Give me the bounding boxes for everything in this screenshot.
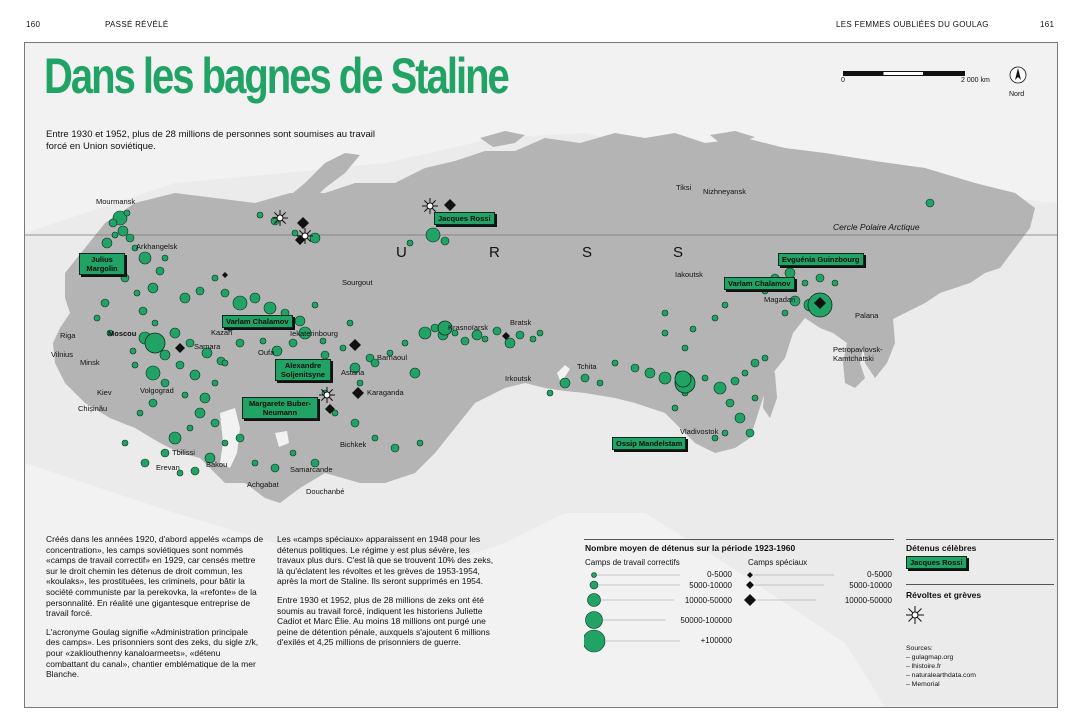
camp-marker	[662, 330, 668, 336]
country-letter-r: R	[489, 244, 500, 261]
camp-marker	[292, 230, 298, 236]
camp-marker	[516, 331, 524, 339]
city-riga: Riga	[60, 331, 76, 340]
city-sourgout: Sourgout	[342, 278, 373, 287]
camp-marker	[645, 368, 655, 378]
camp-marker	[731, 377, 739, 385]
camp-marker	[631, 364, 639, 372]
arctic-circle-label: Cercle Polaire Arctique	[833, 222, 920, 232]
legend-speciaux-1: 5000-10000	[849, 581, 892, 590]
legend-speciaux-2: 10000-50000	[844, 596, 892, 605]
camp-marker	[752, 395, 758, 401]
city-bakou: Bakou	[206, 460, 228, 469]
camp-marker	[782, 310, 788, 316]
city-moscou: Moscou	[108, 329, 137, 338]
camp-marker	[417, 440, 423, 446]
camp-marker	[351, 419, 359, 427]
legend-symbols	[584, 566, 904, 656]
camp-marker	[441, 237, 449, 245]
camp-marker	[816, 274, 824, 282]
legend-correctifs-1: 5000-10000	[689, 581, 732, 590]
sources-block	[906, 644, 976, 689]
camp-marker	[196, 287, 204, 295]
city-samara: Samara	[194, 342, 221, 351]
source-item-3: – naturalearthdata.com	[906, 672, 976, 679]
camp-marker	[200, 393, 210, 403]
camp-marker	[310, 233, 320, 243]
camp-marker	[612, 360, 618, 366]
camp-marker	[252, 460, 258, 466]
city-astana: Astana	[341, 368, 365, 377]
city-bratsk: Bratsk	[510, 318, 532, 327]
camp-marker	[581, 374, 589, 382]
camp-marker	[402, 340, 408, 346]
camp-marker	[722, 302, 728, 308]
legend-correctifs-label: Camps de travail correctifs	[585, 558, 680, 567]
scale-bar-graphic	[843, 71, 965, 76]
camp-marker	[257, 212, 263, 218]
city-chisinau: Chișinău	[78, 404, 108, 413]
camp-marker	[419, 327, 431, 339]
camp-marker	[751, 359, 759, 367]
famous-title: Détenus célèbres	[906, 543, 977, 553]
city-nizhneyansk: Nizhneyansk	[703, 187, 746, 196]
camp-marker	[722, 430, 728, 436]
section-title-left: PASSÉ RÉVÉLÉ	[105, 20, 169, 29]
camp-marker	[109, 219, 117, 227]
camp-marker	[180, 293, 190, 303]
camp-marker	[112, 232, 118, 238]
city-iakoutsk: Iakoutsk	[675, 270, 703, 279]
prisoner-label-varlam-chalamov-west: Varlam Chalamov	[222, 315, 293, 328]
city-kiev: Kiev	[97, 388, 112, 397]
body-column-2	[277, 534, 495, 656]
section-title-right: LES FEMMES OUBLIÉES DU GOULAG	[836, 20, 989, 29]
country-letter-u: U	[396, 244, 407, 261]
city-mourmansk: Mourmansk	[96, 197, 136, 206]
city-douchanbe: Douchanbé	[306, 487, 345, 496]
camp-marker	[94, 315, 100, 321]
camp-marker	[271, 464, 279, 472]
camp-marker	[141, 459, 149, 467]
scale-zero: 0	[841, 77, 845, 84]
camp-marker	[926, 199, 934, 207]
prisoner-label-varlam-chalamov-east: Varlam Chalamov	[724, 277, 795, 290]
north-arrow-icon	[1009, 65, 1027, 89]
camp-marker	[746, 429, 754, 437]
camp-marker	[236, 339, 244, 347]
city-iekaterinbourg: Iekaterinbourg	[290, 329, 338, 338]
camp-marker	[212, 275, 218, 281]
camp-marker	[762, 355, 768, 361]
city-palana: Palana	[855, 311, 879, 320]
camp-marker	[347, 320, 353, 326]
camp-marker	[712, 315, 718, 321]
camp-marker	[312, 302, 318, 308]
legend-speciaux-0: 0-5000	[867, 570, 892, 579]
source-item-2: – lhistoire.fr	[906, 663, 942, 670]
camp-marker	[221, 289, 229, 297]
city-tchita: Tchita	[577, 362, 597, 371]
intro-text: Entre 1930 et 1952, plus de 28 millions de personnes sont soumises au travail forcé en Union soviétique.	[46, 129, 376, 152]
camp-marker	[161, 449, 169, 457]
camp-marker	[211, 419, 219, 427]
prisoner-label-jacques-rossi: Jacques Rossi	[434, 212, 495, 225]
camp-marker	[832, 280, 838, 286]
camp-marker	[289, 339, 297, 347]
city-karaganda: Karaganda	[367, 388, 404, 397]
revolts-title: Révoltes et grèves	[906, 590, 982, 600]
famous-example-box: Jacques Rossi	[906, 556, 967, 569]
scale-max: 2 000 km	[961, 77, 990, 84]
camp-marker	[320, 338, 326, 344]
page-number-right: 161	[1040, 20, 1055, 29]
camp-marker	[236, 434, 244, 442]
camp-marker	[152, 320, 158, 326]
camp-marker	[407, 240, 413, 246]
city-magadan: Magadan	[764, 295, 796, 304]
camp-marker	[391, 444, 399, 452]
camp-marker	[597, 380, 603, 386]
city-kazan: Kazan	[211, 328, 233, 337]
camp-marker	[372, 435, 378, 441]
sources-title: Sources:	[906, 645, 933, 652]
page-number-left: 160	[26, 20, 41, 29]
camp-marker	[682, 345, 688, 351]
legend-correctifs-0: 0-5000	[707, 570, 732, 579]
camp-marker	[321, 351, 329, 359]
camp-marker	[290, 450, 296, 456]
body-col2-paragraph-1: Les «camps spéciaux» apparaissent en 1948 pour les détenus politiques. Le régime y est plus sévère, les travaux plus durs. C'est là que se trouvent 10% des zeks, là qu'éclatent les révoltes et les grèves de 1953-1954, après la mort de Staline. Ils seront supprimés en 1954.	[277, 534, 494, 587]
revolt-marker	[272, 210, 288, 226]
camp-marker	[802, 280, 808, 286]
city-oufa: Oufa	[258, 348, 275, 357]
legend-divider	[584, 539, 894, 540]
prisoner-label-alexandre-soljenitsyne: Alexandre Soljenitsyne	[275, 359, 331, 381]
city-tbilissi: Tbilissi	[172, 448, 195, 457]
camp-marker	[742, 370, 748, 376]
camp-marker	[139, 252, 151, 264]
camp-marker	[222, 360, 228, 366]
camp-marker	[121, 274, 129, 282]
legend-correctifs-2: 10000-50000	[684, 596, 732, 605]
camp-marker	[662, 310, 668, 316]
city-petropavlovsk: Petropavlovsk-Kamtchatski	[833, 345, 883, 363]
camp-marker	[410, 368, 420, 378]
legend-correctifs-3: 50000-100000	[680, 616, 732, 625]
camp-marker	[156, 267, 164, 275]
prisoner-label-julius-margolin: Julius Margolin	[79, 253, 125, 275]
camp-marker	[148, 283, 158, 293]
camp-marker	[493, 327, 501, 335]
camp-marker	[672, 405, 678, 411]
camp-marker	[160, 350, 170, 360]
camp-marker	[222, 440, 228, 446]
camp-marker	[137, 410, 143, 416]
camp-marker	[122, 440, 128, 446]
body-col2-paragraph-2: Entre 1930 et 1952, plus de 28 millions de zeks ont été soumis au travail forcé, indiquent les historiens Juliette Cadiot et Marc Élie. Au moins 18 millions ont purgé une peine de détention pénale, auxquels s'ajoutent 6 millions d'exilés et 4,25 millions de prisonniers de guerre.	[277, 594, 490, 648]
prisoner-label-margarete-buber-neumann: Margarete Buber-Neumann	[242, 397, 318, 419]
camp-marker	[702, 375, 708, 381]
camp-marker	[233, 296, 247, 310]
camp-marker	[162, 255, 168, 261]
camp-marker	[295, 316, 305, 326]
famous-divider	[906, 539, 1054, 540]
camp-marker	[176, 361, 184, 369]
camp-marker	[530, 336, 536, 342]
camp-marker	[139, 307, 147, 315]
camp-marker	[482, 336, 488, 342]
city-achgabat: Achgabat	[247, 480, 279, 489]
camp-marker	[714, 382, 726, 394]
legend-correctifs-4: +100000	[700, 636, 732, 645]
camp-marker	[149, 399, 157, 407]
city-arkhangelsk: Arkhangelsk	[136, 242, 178, 251]
camp-marker	[124, 210, 130, 216]
body-column-1	[46, 534, 264, 688]
city-vilnius: Vilnius	[51, 350, 73, 359]
city-irkoutsk: Irkoutsk	[505, 374, 532, 383]
country-letter-s2: S	[673, 244, 684, 261]
revolt-starburst-icon	[904, 604, 926, 626]
camp-marker	[102, 238, 112, 248]
city-samarcande: Samarcande	[290, 465, 333, 474]
camp-marker	[537, 330, 543, 336]
revolt-marker	[297, 228, 313, 244]
city-krasnoiarsk: Krasnoïarsk	[448, 323, 489, 332]
page-header	[0, 0, 1080, 42]
camp-marker	[659, 372, 671, 384]
body-col1-paragraph-1: Créés dans les années 1920, d'abord appelés «camps de concentration», les camps soviétiques sont nommés «camps de travail correctif» en 1929, car censés mettre sur le droit chemin les détenus de droit commun, les «koulaks», les prostituées, les criminels, pour bâtir la société communiste par la perekovka, la «refonte» de la personnalité. En réalité une gigantesque entreprise de travail forcé.	[46, 534, 264, 619]
camp-marker	[357, 380, 363, 386]
camp-marker	[130, 348, 136, 354]
legend-speciaux-label: Camps spéciaux	[748, 558, 808, 567]
camp-marker	[186, 339, 194, 347]
legend-title: Nombre moyen de détenus sur la période 1923-1960	[585, 543, 796, 553]
camp-marker	[170, 328, 180, 338]
camp-marker	[126, 234, 134, 242]
camp-marker	[101, 299, 109, 307]
camp-marker	[190, 370, 200, 380]
camp-marker	[260, 338, 266, 344]
camp-marker	[132, 362, 138, 368]
large-camp-marker	[675, 371, 691, 387]
page-title: Dans les bagnes de Staline	[44, 48, 508, 104]
camp-marker	[690, 326, 696, 332]
source-item-4: – Memorial	[906, 681, 940, 688]
large-camp-marker	[145, 333, 165, 353]
camp-marker	[340, 345, 346, 351]
camp-marker	[182, 392, 188, 398]
camp-marker	[191, 467, 199, 475]
camp-marker	[187, 425, 193, 431]
prisoner-label-ossip-mandelstam: Ossip Mandelstam	[612, 437, 686, 450]
camp-marker	[146, 366, 160, 380]
north-label: Nord	[1009, 91, 1025, 98]
source-item-1: – gulagmap.org	[906, 654, 954, 661]
body-col1-paragraph-2: L'acronyme Goulag signifie «Administration principale des camps». Les prisonniers sont des zeks, du sigle z/k, pour «zakliouthenny kanaloarmeets», «détenu combattant du canal», chantier emblématique de la mer Blanche.	[46, 626, 259, 680]
camp-marker	[560, 378, 570, 388]
camp-marker	[726, 399, 734, 407]
scale-bar	[841, 67, 1025, 98]
city-vladivostok: Vladivostok	[680, 427, 719, 436]
camp-marker	[134, 290, 140, 296]
prisoner-label-evguenia-guinzbourg: Evguénia Guinzbourg	[778, 253, 864, 266]
camp-marker	[426, 228, 440, 242]
camp-marker	[195, 408, 205, 418]
city-tiksi: Tiksi	[676, 183, 692, 192]
camp-marker	[169, 432, 181, 444]
camp-marker	[461, 337, 469, 345]
camp-marker	[250, 293, 260, 303]
city-volgograd: Volgograd	[140, 386, 174, 395]
city-minsk: Minsk	[80, 358, 100, 367]
revolt-marker	[319, 387, 335, 403]
camp-marker	[735, 413, 745, 423]
city-bichkek: Bichkek	[340, 440, 367, 449]
camp-marker	[547, 390, 553, 396]
city-erevan: Erevan	[156, 463, 180, 472]
city-barnaoul: Barnaoul	[377, 353, 408, 362]
camp-marker	[264, 302, 276, 314]
revolts-divider	[906, 584, 1054, 585]
camp-marker	[118, 226, 128, 236]
country-letter-s1: S	[582, 244, 593, 261]
camp-marker	[212, 380, 218, 386]
